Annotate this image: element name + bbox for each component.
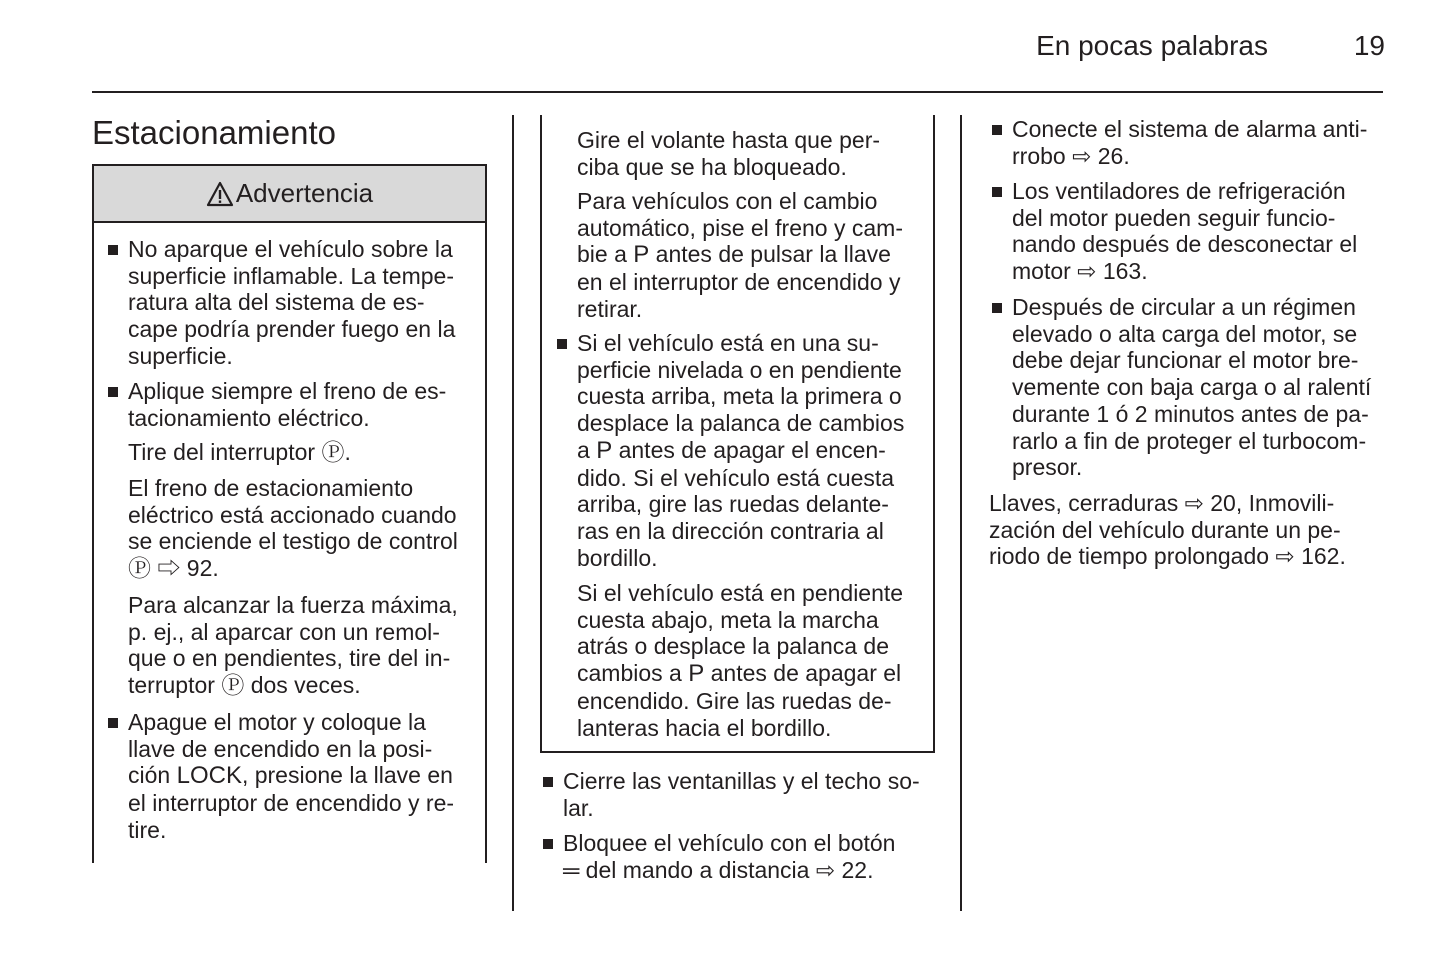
text-line: Tire del interruptor Ⓟ. — [128, 439, 351, 465]
bullet-item — [563, 768, 920, 821]
text-line: Conecte el sistema de alarma anti- — [1012, 116, 1368, 142]
emphasis-text: P — [688, 660, 705, 688]
paragraph — [128, 475, 458, 582]
text-line: riodo de tiempo prolongado ⇨ 162. — [989, 543, 1346, 570]
text-segment: antes de pulsar la llave — [649, 241, 891, 268]
paragraph — [128, 439, 351, 466]
text-line: retirar. — [577, 295, 643, 322]
text-line: dido. Si el vehículo está cuesta — [577, 464, 895, 491]
bullet-square-icon — [108, 245, 118, 255]
text-line: bordillo. — [577, 544, 658, 571]
text-line: nando después de desconectar el — [1012, 231, 1358, 258]
text-line: superficie. — [128, 342, 233, 369]
text-line: Para vehículos con el cambio — [577, 188, 878, 214]
paragraph — [577, 188, 903, 323]
text-line: tacionamiento eléctrico. — [128, 404, 370, 431]
text-line: Gire el volante hasta que per- — [577, 127, 881, 153]
text-line: El freno de estacionamiento — [128, 475, 414, 501]
paragraph — [989, 490, 1346, 570]
text-line: automático, pise el freno y cam- — [577, 214, 903, 241]
text-line: elevado o alta carga del motor, se — [1012, 320, 1358, 347]
bullet-item — [128, 709, 454, 844]
text-line: rrobo ⇨ 26. — [1012, 142, 1130, 169]
text-segment: antes de apagar el — [704, 660, 902, 687]
text-line: en el interruptor de encendido y — [577, 269, 901, 296]
bullet-item — [128, 378, 446, 431]
bullet-item — [563, 830, 895, 883]
text-line: el interruptor de encendido y re- — [128, 790, 455, 817]
text-line: zación del vehículo durante un pe- — [989, 516, 1341, 543]
text-line: lar. — [563, 794, 594, 821]
page-number: 19 — [1353, 30, 1385, 61]
text-line: Para alcanzar la fuerza máxima, — [128, 592, 458, 618]
text-line: cuesta abajo, meta la marcha — [577, 606, 879, 633]
text-line: motor ⇨ 163. — [1012, 258, 1148, 285]
text-line — [128, 762, 454, 790]
paragraph — [577, 580, 903, 741]
text-line: desplace la palanca de cambios — [577, 410, 905, 437]
text-line: que o en pendientes, tire del in- — [128, 645, 451, 672]
text-line: arriba, gire las ruedas delante- — [577, 491, 889, 518]
text-line: terruptor Ⓟ dos veces. — [128, 672, 361, 699]
emphasis-text: P — [633, 241, 650, 269]
paragraph — [577, 127, 880, 180]
text-line: p. ej., al aparcar con un remol- — [128, 618, 440, 645]
text-line — [577, 437, 904, 465]
page-title: Estacionamiento — [92, 114, 336, 151]
text-line: Si el vehículo está en una su- — [577, 330, 879, 356]
text-segment: , presione la llave en — [241, 762, 453, 789]
text-line: Apague el motor y coloque la — [128, 709, 426, 735]
text-line: cuesta arriba, meta la primera o — [577, 383, 902, 410]
warning-header — [94, 166, 485, 223]
emphasis-text: P — [596, 436, 613, 464]
text-line: lanteras hacia el bordillo. — [577, 714, 832, 741]
warning-label: Advertencia — [235, 178, 374, 208]
text-segment: ción — [128, 762, 177, 789]
text-line: durante 1 ó 2 minutos antes de pa- — [1012, 400, 1369, 427]
bullet-square-icon — [543, 777, 553, 787]
text-line: superficie inflamable. La tempe- — [128, 262, 454, 289]
column-divider — [960, 115, 962, 911]
text-line: ratura alta del sistema de es- — [128, 289, 425, 316]
paragraph — [128, 592, 458, 699]
text-segment: bie a — [577, 241, 634, 268]
bullet-square-icon — [557, 339, 567, 349]
text-line: tire. — [128, 816, 167, 843]
text-line — [577, 241, 903, 269]
bullet-square-icon — [108, 718, 118, 728]
text-line: Cierre las ventanillas y el techo so- — [563, 768, 920, 794]
emphasis-text: LOCK — [176, 762, 242, 790]
text-line: cape podría prender fuego en la — [128, 316, 456, 343]
text-line: presor. — [1012, 454, 1083, 481]
bullet-item — [1012, 294, 1371, 481]
text-line: No aparque el vehículo sobre la — [128, 236, 453, 262]
text-line: atrás o desplace la palanca de — [577, 633, 889, 660]
text-line: Bloquee el vehículo con el botón — [563, 830, 896, 856]
bullet-square-icon — [108, 387, 118, 397]
text-line: Si el vehículo está en pendiente — [577, 580, 904, 606]
text-segment: antes de apagar el encen- — [612, 436, 886, 463]
text-line: del motor pueden seguir funcio- — [1012, 204, 1336, 231]
text-line: encendido. Gire las ruedas de- — [577, 687, 892, 714]
column-divider — [512, 115, 514, 911]
text-line: ═ del mando a distancia ⇨ 22. — [563, 856, 874, 883]
text-line: ciba que se ha bloqueado. — [577, 153, 847, 180]
bullet-item — [128, 236, 455, 370]
section-title: En pocas palabras — [1036, 30, 1268, 61]
text-segment: cambios a — [577, 660, 689, 687]
text-line: vemente con baja carga o al ralentí — [1012, 374, 1372, 401]
bullet-square-icon — [992, 125, 1002, 135]
header-rule — [92, 91, 1383, 93]
text-line: ras en la dirección contraria al — [577, 517, 884, 544]
text-segment: a — [577, 436, 597, 463]
text-line: se enciende el testigo de control — [128, 528, 458, 555]
bullet-item — [577, 330, 904, 571]
bullet-item — [1012, 178, 1357, 285]
bullet-item — [1012, 116, 1367, 169]
text-line — [577, 660, 903, 688]
text-line: llave de encendido en la posi- — [128, 735, 433, 762]
bullet-square-icon — [543, 839, 553, 849]
warning-triangle-icon — [206, 181, 234, 207]
text-line: Después de circular a un régimen — [1012, 294, 1356, 320]
text-line: Llaves, cerraduras ⇨ 20, Inmovili- — [989, 490, 1335, 516]
text-line: perficie nivelada o en pendiente — [577, 356, 902, 383]
text-line: eléctrico está accionado cuando — [128, 501, 457, 528]
text-line: rarlo a fin de proteger el turbocom- — [1012, 427, 1367, 454]
text-line: Los ventiladores de refrigeración — [1012, 178, 1346, 204]
text-line: debe dejar funcionar el motor bre- — [1012, 347, 1359, 374]
bullet-square-icon — [992, 303, 1002, 313]
text-line: Ⓟ ⇨ 92. — [128, 555, 219, 582]
bullet-square-icon — [992, 187, 1002, 197]
text-line: Aplique siempre el freno de es- — [128, 378, 447, 404]
